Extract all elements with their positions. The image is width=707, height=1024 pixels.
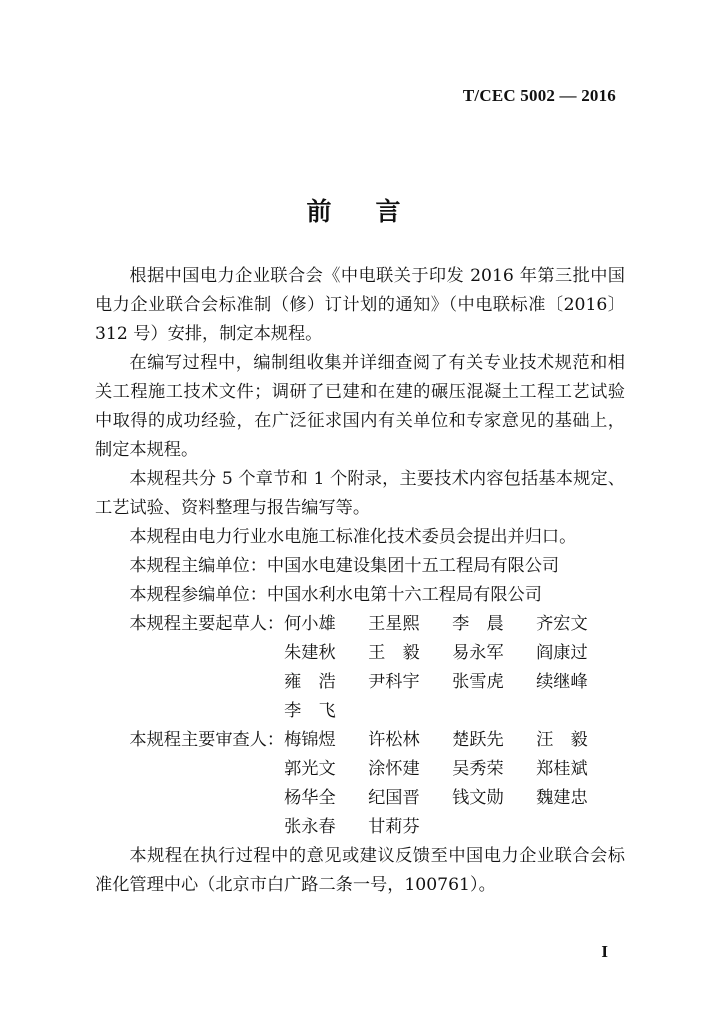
drafter-name: 何小雄 <box>284 614 336 634</box>
drafter-name: 王星熙 <box>368 614 420 634</box>
reviewer-name: 纪国晋 <box>368 788 420 808</box>
drafter-name: 齐宏文 <box>536 614 588 634</box>
paragraph-plan-basis: 根据中国电力企业联合会《中电联关于印发 2016 年第三批中国电力企业联合会标准制（修）订计划的通知》（中电联标准〔2016〕312 号）安排，制定本规程。 <box>95 266 625 344</box>
drafter-name: 朱建秋 <box>284 643 336 663</box>
reviewers-label: 本规程主要审查人： <box>129 730 285 750</box>
paragraph-feedback: 本规程在执行过程中的意见或建议反馈至中国电力企业联合会标准化管理中心（北京市白广路二条一号，100761）。 <box>95 846 625 895</box>
drafter-name: 阎康过 <box>536 643 588 663</box>
preface-body <box>95 262 625 900</box>
reviewer-name: 吴秀荣 <box>452 759 504 779</box>
paragraph-administration: 本规程由电力行业水电施工标准化技术委员会提出并归口。 <box>129 527 577 547</box>
reviewer-name: 张永春 <box>284 817 336 837</box>
reviewer-name: 汪毅 <box>536 730 605 750</box>
reviewer-name: 梅锦煜 <box>284 730 336 750</box>
standard-code: T/CEC 5002 — 2016 <box>462 86 616 105</box>
paragraph-content-summary: 本规程共分 5 个章节和 1 个附录，主要技术内容包括基本规定、工艺试验、资料整理与报告编写等。 <box>95 469 625 518</box>
reviewer-name: 郑桂斌 <box>536 759 588 779</box>
drafters-label: 本规程主要起草人： <box>129 614 285 634</box>
page-title: 前言 <box>306 197 445 226</box>
paragraph-participating-unit: 本规程参编单位：中国水利水电第十六工程局有限公司 <box>129 585 542 605</box>
reviewers-block <box>95 726 625 842</box>
drafter-name: 张雪虎 <box>452 672 504 692</box>
paragraph-compilation: 在编写过程中，编制组收集并详细查阅了有关专业技术规范和相关工程施工技术文件；调研了已建和在建的碾压混凝土工程工艺试验中取得的成功经验，在广泛征求国内有关单位和专家意见的基础上，制定本规程。 <box>95 353 625 460</box>
drafter-name: 续继峰 <box>536 672 588 692</box>
drafter-name: 尹科宇 <box>368 672 420 692</box>
drafter-name: 雍浩 <box>284 672 353 692</box>
drafters-block <box>95 610 625 726</box>
reviewer-name: 魏建忠 <box>536 788 588 808</box>
page-number: I <box>601 942 608 961</box>
reviewer-name: 杨华全 <box>284 788 336 808</box>
reviewer-name: 许松林 <box>368 730 420 750</box>
drafter-name: 易永军 <box>452 643 504 663</box>
reviewer-name: 甘莉芬 <box>368 817 420 837</box>
drafter-name: 李飞 <box>284 701 353 721</box>
reviewer-name: 钱文勋 <box>452 788 504 808</box>
drafter-name: 王毅 <box>368 643 437 663</box>
reviewer-name: 郭光文 <box>284 759 336 779</box>
drafter-name: 李晨 <box>452 614 521 634</box>
reviewer-name: 涂怀建 <box>368 759 420 779</box>
reviewers-names <box>284 726 620 842</box>
paragraph-chief-editor-unit: 本规程主编单位：中国水电建设集团十五工程局有限公司 <box>129 556 560 576</box>
reviewer-name: 楚跃先 <box>452 730 504 750</box>
drafters-names <box>284 610 620 726</box>
